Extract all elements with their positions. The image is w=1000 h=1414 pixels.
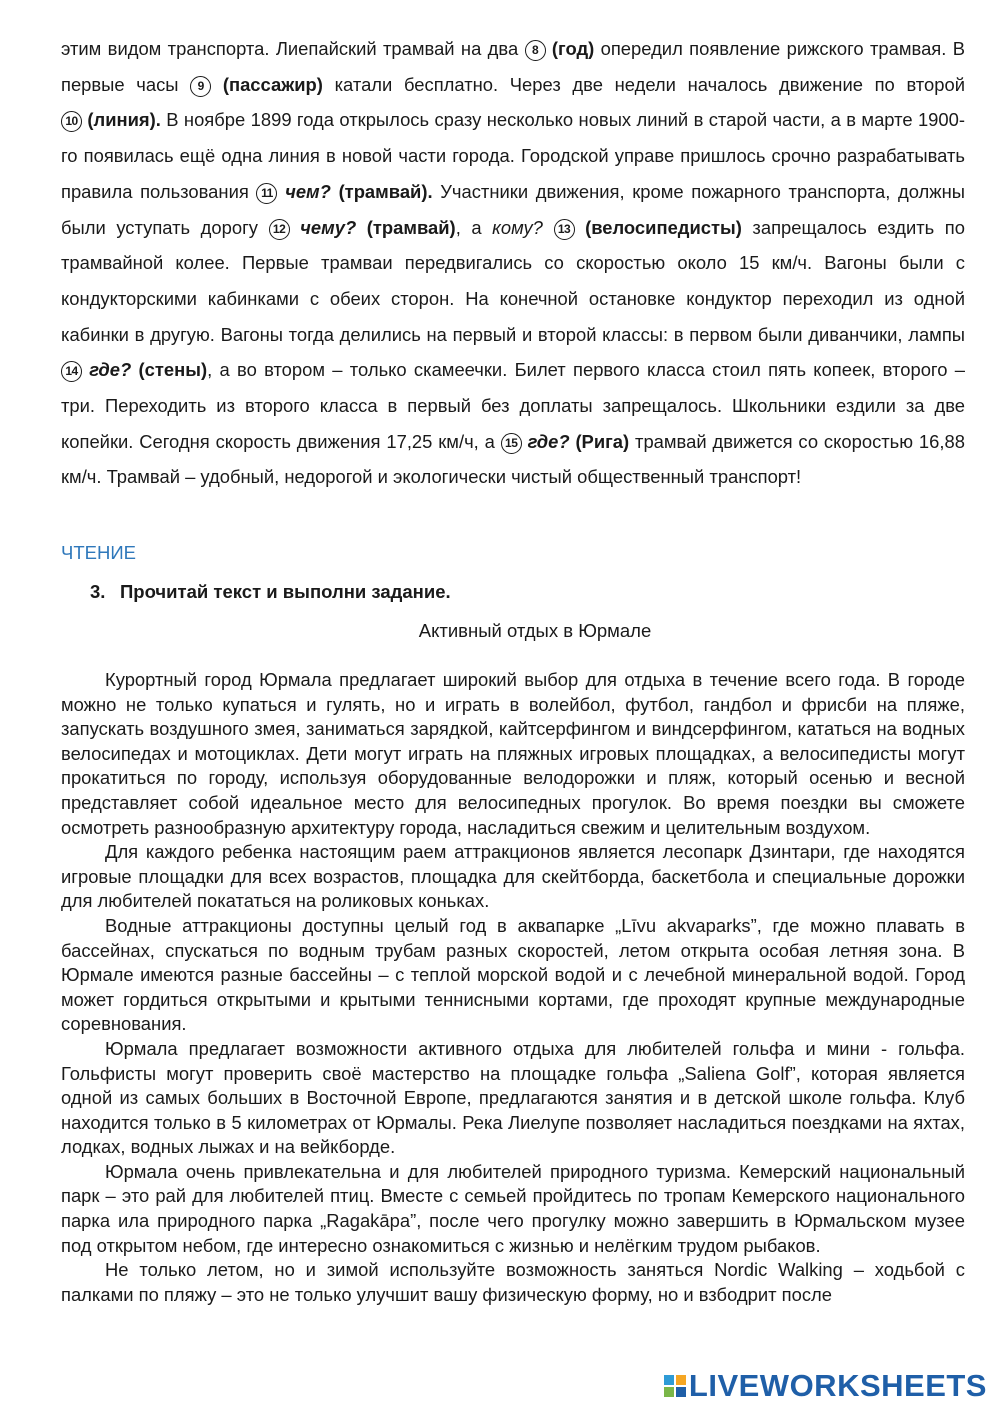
gap-15 <box>501 431 629 452</box>
section-heading: ЧТЕНИЕ <box>61 542 136 563</box>
gap-13 <box>554 217 742 238</box>
gap-number-8: 8 <box>525 40 546 61</box>
logo-grid-icon <box>664 1375 686 1397</box>
text-run: , а во втором – только скамеечки. Билет первого класса стоил пять копеек, второго – три. Переходить из второго класса в первый без доплаты запрещалось. Школьники ездили за две копейки. Сегодня скорость движения 17,25 км/ч, а <box>61 359 965 452</box>
text-run: запрещалось ездить по трамвайной колее. Первые трамваи передвигались со скоростью около 15 км/ч. Вагоны были с кондукторскими кабинками с обеих сторон. На конечной остановке кондуктор переходил из одной кабинки в другую. Вагоны тогда делились на первый и второй классы: в первом были диванчики, лампы <box>61 216 965 345</box>
task-text: Прочитай текст и выполни задание. <box>120 581 451 602</box>
gap-word-9: (пассажир) <box>222 73 323 95</box>
gap-word-11: (трамвай). <box>338 180 433 202</box>
tram-history-paragraph <box>61 31 965 495</box>
text-run: опередил появление рижского трамвая. В первые часы <box>61 38 965 95</box>
text-run: , а <box>455 216 493 238</box>
task-instruction <box>90 581 451 603</box>
gap-10 <box>61 109 161 130</box>
gap-number-11: 11 <box>256 183 277 204</box>
gap-11 <box>256 181 432 202</box>
reading-paragraph-6: Не только летом, но и зимой используйте возможность заняться Nordic Walking – ходьбой с палками по пляжу – это не только улучшит вашу физическую форму, но и взбодрит после <box>61 1259 965 1305</box>
reading-paragraph-2: Для каждого ребенка настоящим раем аттракционов является лесопарк Дзинтари, где находятся игровые площадки для всех возрастов, площадка для скейтборда, баскетбола и специальные дорожки для любителей покататься на роликовых коньках. <box>61 841 965 912</box>
gap-number-10: 10 <box>61 111 82 132</box>
gap-8 <box>525 38 595 59</box>
gap-question-11: чем? <box>285 180 331 202</box>
gap-word-12: (трамвай) <box>366 216 456 238</box>
gap-number-15: 15 <box>501 433 522 454</box>
text-run: В ноябре 1899 года открылось сразу несколько новых линий в старой части, а в марте 1900-го появилась ещё одна линия в новой части города. Городской управе пришлось срочно разрабатывать правила пользования <box>61 109 965 202</box>
logo-text: LIVEWORKSHEETS <box>688 1368 987 1403</box>
reading-paragraph-4: Юрмала предлагает возможности активного отдыха для любителей гольфа и мини - гольфа. Гольфисты могут проверить своё мастерство на площадке гольфа „Saliena Golf”, которая является одной из самых больших в Восточной Европе, предлагаются занятия и в детской школе гольфа. Клуб находится только в 5 километрах от Юрмалы. Река Лиелупе позволяет насладиться поездками на яхтах, лодках, водных лыжах и на вейкборде. <box>61 1037 965 1158</box>
gap-word-13: (велосипедисты) <box>585 216 742 238</box>
gap-word-15: (Рига) <box>575 430 630 452</box>
logo-square-4 <box>676 1387 686 1397</box>
logo-square-1 <box>664 1375 674 1385</box>
liveworksheets-logo <box>664 1370 987 1402</box>
text-run: Участники движения, кроме пожарного транспорта, должны были уступать дорогу <box>61 180 965 238</box>
reading-paragraph-3: Водные аттракционы доступны целый год в аквапарке „Līvu akvaparks”, где можно плавать в бассейнах, спускаться по водным трубам разных скоростей, летом открыта особая летняя зона. В Юрмале имеются разные бассейны – с теплой морской водой и с лечебной минеральной водой. Город может гордиться открытыми и крытыми теннисными кортами, где проходят крупные международные соревнования. <box>61 914 965 1035</box>
logo-square-2 <box>676 1375 686 1385</box>
text-title: Активный отдых в Юрмале <box>418 620 652 641</box>
gap-question-14: где? <box>89 359 132 381</box>
reading-text <box>61 668 965 1307</box>
gap-number-13: 13 <box>554 219 575 240</box>
gap-9 <box>190 74 323 95</box>
text-run: этим видом транспорта. Лиепайский трамвай на два <box>61 38 525 59</box>
gap-12 <box>269 217 456 238</box>
gap-number-14: 14 <box>61 361 82 382</box>
gap-14 <box>61 359 207 380</box>
reading-paragraph-5: Юрмала очень привлекательна и для любителей природного туризма. Кемерский национальный парк – это рай для любителей птиц. Вместе с семьей пройдитесь по тропам Кемерского национального парка ила природного парка „Ragakāpa”, после чего прогулку можно завершить в Юрмальском музее под открытом небом, где интересно ознакомиться с жизнью и нелёгким трудом рыбаков. <box>61 1160 965 1256</box>
reading-paragraph-1: Курортный город Юрмала предлагает широкий выбор для отдыха в течение всего года. В городе можно не только купаться и гулять, но и играть в волейбол, футбол, гандбол и фрисби на пляже, запускать воздушного змея, заниматься зарядкой, кайтсерфингом и виндсерфингом, кататься на водных велосипедах и мотоциклах. Дети могут играть на пляжных игровых площадках, а велосипедисты могут прокатиться по городу, используя оборудованные велодорожки и пляж, который осенью и весной представляет собой идеальное место для велосипедных прогулок. Во время поездки вы сможете осмотреть разнообразную архитектуру города, насладиться свежим и целительным воздухом. <box>61 669 965 838</box>
task-number: 3. <box>90 581 106 602</box>
logo-square-3 <box>664 1387 674 1397</box>
gap-number-12: 12 <box>269 219 290 240</box>
gap-word-10: (линия). <box>87 109 161 131</box>
gap-number-9: 9 <box>190 76 211 97</box>
text-run: трамвай движется со скоростью 16,88 км/ч. Трамвай – удобный, недорогой и экологически чистый общественный транспорт! <box>61 430 965 488</box>
text-run: катали бесплатно. Через две недели началось движение по второй <box>322 73 965 95</box>
gap-question-15: где? <box>527 430 570 452</box>
gap-word-14: (стены) <box>138 359 208 381</box>
gap-question-13: кому? <box>492 216 543 238</box>
gap-question-12: чему? <box>300 216 357 238</box>
gap-word-8: (год) <box>551 38 595 59</box>
